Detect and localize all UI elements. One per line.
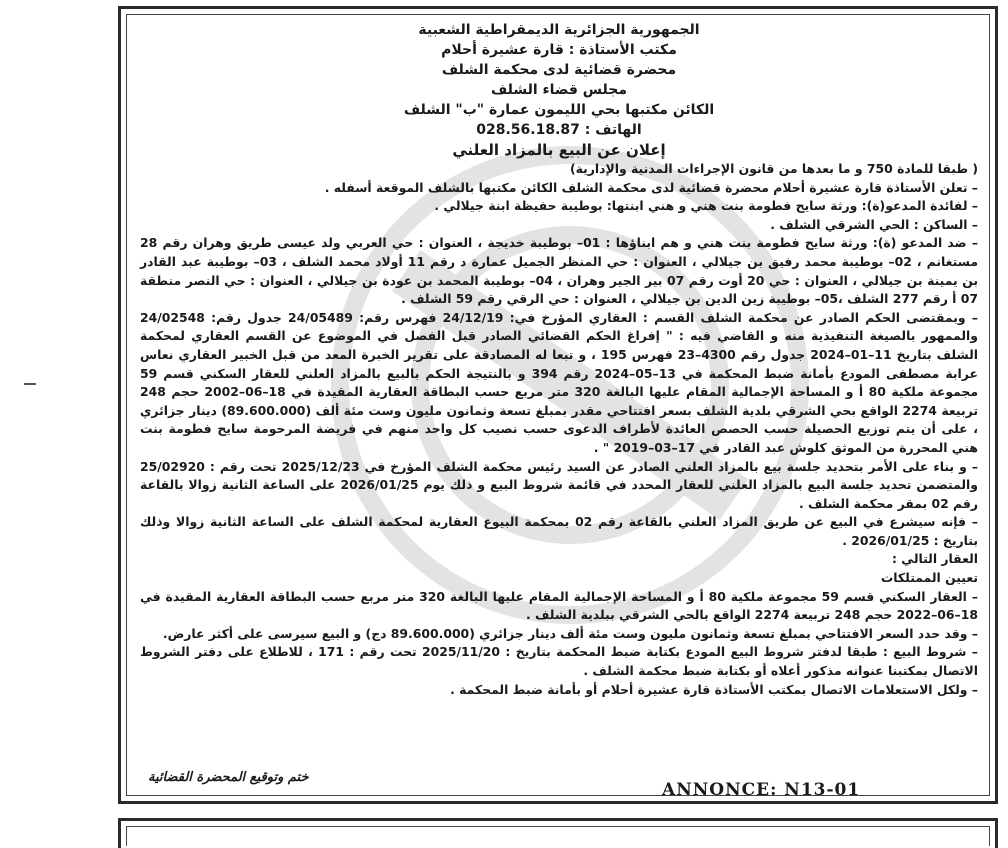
header-republic: الجمهورية الجزائرية الديمقراطية الشعبية [418,22,700,38]
header-address: الكائن مكتبها بحي الليمون عمارة "ب" الشلف [403,102,715,118]
property-designation-heading: تعيين الممتلكات [880,570,978,586]
judgment-details: – وبمقتضى الحكم الصادر عن محكمة الشلف القسم : العقاري المؤرخ في: 24/12/19 فهرس رقم: 24/05489 جدول رقم: 24/02548 والممهور بالصيغة التنفيذية منه و القاضي فيه : " إفراغ الحكم القضائي الصادر قبل الفصل في الموضوع عن القسم العقاري لمحكمة الشلف بتاريخ 11–01–2024 جدول رقم 4300–23 فهرس 195 ، و تبعا له المصادقة على تقرير الخبرة المعد من قبل الخبير العقاري نعاس عرابة مصطفى المودع بأمانة ضبط المحكمة في 13–05–2024 رقم 394 و بالنتيجة الحكم بالبيع بالمزاد العلني للعقار السكني قسم 59 مجموعة ملكية 80 أ و المساحة الإجمالية المقام عليها البالغة 320 متر مربع حسب البطاقة العقارية المقيدة في 18–06–2002 حجم 248 تربيعة 2274 الواقع بحي الشرقي بلدية الشلف بسعر افتتاحي مقدر بمبلغ تسعة وثمانون مليون وست مئة ألف (89.600.000) دينار جزائري ، على أن يتم توزيع الحصيلة حسب الحصص العائدة لأطراف الدعوى حسب نصيب كل واحد منهم في فريضة المرحومة سايح فطومة بنت هني المحررة من الموثق كلوش عبد القادر في 17–03–2019 " . [140,309,978,455]
header-court: مجلس قضاء الشلف [490,82,628,98]
margin-mark [24,383,36,385]
notice-title: إعلان عن البيع بالمزاد العلني [452,141,666,159]
hearing-order: – و بناء على الأمر بتحديد جلسة بيع بالمزاد العلني الصادر عن السيد رئيس محكمة الشلف المؤرخ في 2025/12/23 تحت رقم : 25/02920 والمتضمن تحديد جلسة البيع بالمزاد العلني للعقار المحدد في قائمة شروط البيع و ذلك يوم 2026/01/25 على الساعة الثانية زوالا بالقاعة رقم 02 بمقر محكمة الشلف . [140,458,978,511]
property-heading: العقار التالي : [892,551,978,567]
property-description: – العقار السكني قسم 59 مجموعة ملكية 80 أ و المساحة الإجمالية المقام عليها البالغة 320 متر مربع حسب البطاقة العقارية المقيدة في 18–06–2022 حجم 248 تربيعة 2274 الواقع بالحي الشرقي ببلدية الشلف . [140,588,978,623]
header-office: مكتب الأستاذة : قارة عشيرة أحلام [441,42,677,58]
bailiff-signature-label: ختم وتوقيع المحضرة القضائية [148,770,309,785]
legal-basis: ( طبقا للمادة 750 و ما بعدها من قانون الإجراءات المدنية والإدارية) [569,161,978,176]
auction-start: – فإنه سيشرع في البيع عن طريق المزاد العلني بالقاعة رقم 02 بمحكمة البيوع العقارية لمحكمة الشلف على الساعة الثانية زوالا وذلك بتاريخ : 2026/01/25 . [140,514,978,548]
next-notice-inner-border [126,826,990,846]
defendants: – ضد المدعو (ة): ورثة سايح فطومة بنت هني و هم ابناؤها : 01– بوطيبة خديجة ، العنوان : حي العربي ولد عيسى طريق وهران رقم 28 مستغانم ، 02– بوطيبة محمد رفيق بن جيلالي ، العنوان : حي المنظر الجميل عمارة د رقم 11 أولاد محمد الشلف ، 03– بوطيبة عبد القادر بن يمينة بن جيلالي ، العنوان : حي 20 أوت رقم 07 بير الجير وهران ، 04– بوطيبة المحمد بن عودة بن جيلالي ، العنوان : حي النصر منطقة 07 أ رقم 277 الشلف ،05– بوطيبة زين الدين بن جيلالي ، العنوان : حي الرقي رقم 59 الشلف . [140,235,978,307]
opening-price: – وقد حدد السعر الافتتاحي بمبلغ تسعة وثمانون مليون وست مئة ألف دينار جزائري (89.600.000 دج) و البيع سيرسى على أكثر عارض. [162,625,978,641]
announcement-reference: ANNONCE: N13-01 [662,780,861,800]
notice-content [140,20,978,699]
beneficiary-address: – الساكن : الحي الشرقي الشلف . [770,216,978,232]
announcing-bailiff: – تعلن الأستاذة قارة عشيرة أحلام محضرة قضائية لدى محكمة الشلف الكائن مكتبها بالشلف الموقعة أسفله . [324,179,978,195]
header-phone: الهاتف : 028.56.18.87 [476,122,642,138]
header-bailiff-title: محضرة قضائية لدى محكمة الشلف [441,62,677,78]
sale-conditions: – شروط البيع : طبقا لدفتر شروط البيع المودع بكتابة ضبط المحكمة بتاريخ : 2025/11/20 تحت رقم : 171 ، للاطلاع على دفتر الشروط الاتصال بمكتبنا عنوانه مذكور أعلاه أو بكتابة ضبط محكمة الشلف . [140,644,978,679]
beneficiary: – لفائدة المدعو(ة): ورثة سايح فطومة بنت هني و هني ابنتها: بوطيبة حفيظة ابنة جيلالي . [434,198,978,214]
contact-info: – ولكل الاستعلامات الاتصال بمكتب الأستاذة قارة عشيرة أحلام أو بأمانة ضبط المحكمة . [450,681,978,697]
